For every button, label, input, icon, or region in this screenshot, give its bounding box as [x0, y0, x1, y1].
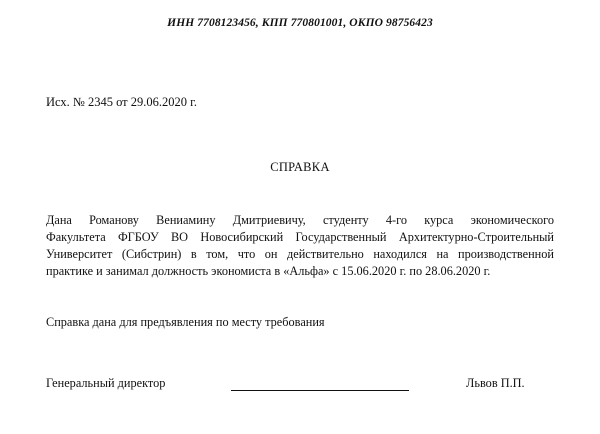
signer-name: Львов П.П. — [466, 376, 525, 390]
body-line: Университет (Сибстрин) в том, что он действительно находился на производственной — [46, 247, 554, 261]
body-line: Дана Романову Вениамину Дмитриевичу, студенту 4-го курса экономического — [46, 213, 554, 227]
company-requisites: ИНН 7708123456, КПП 770801001, ОКПО 98756423 — [167, 17, 433, 29]
outgoing-reference: Исх. № 2345 от 29.06.2020 г. — [46, 95, 197, 109]
signature-line — [231, 390, 409, 391]
signature-block — [46, 376, 554, 396]
certificate-body — [46, 212, 554, 280]
document-title: СПРАВКА — [270, 160, 330, 174]
body-line: практике и занимал должность экономиста в «Альфа» с 15.06.2020 г. по 28.06.2020 г. — [46, 264, 491, 278]
body-line: Факультета ФГБОУ ВО Новосибирский Государственный Архитектурно-Строительный — [46, 230, 554, 244]
certificate-purpose: Справка дана для предъявления по месту требования — [46, 315, 325, 329]
signer-position: Генеральный директор — [46, 376, 166, 390]
